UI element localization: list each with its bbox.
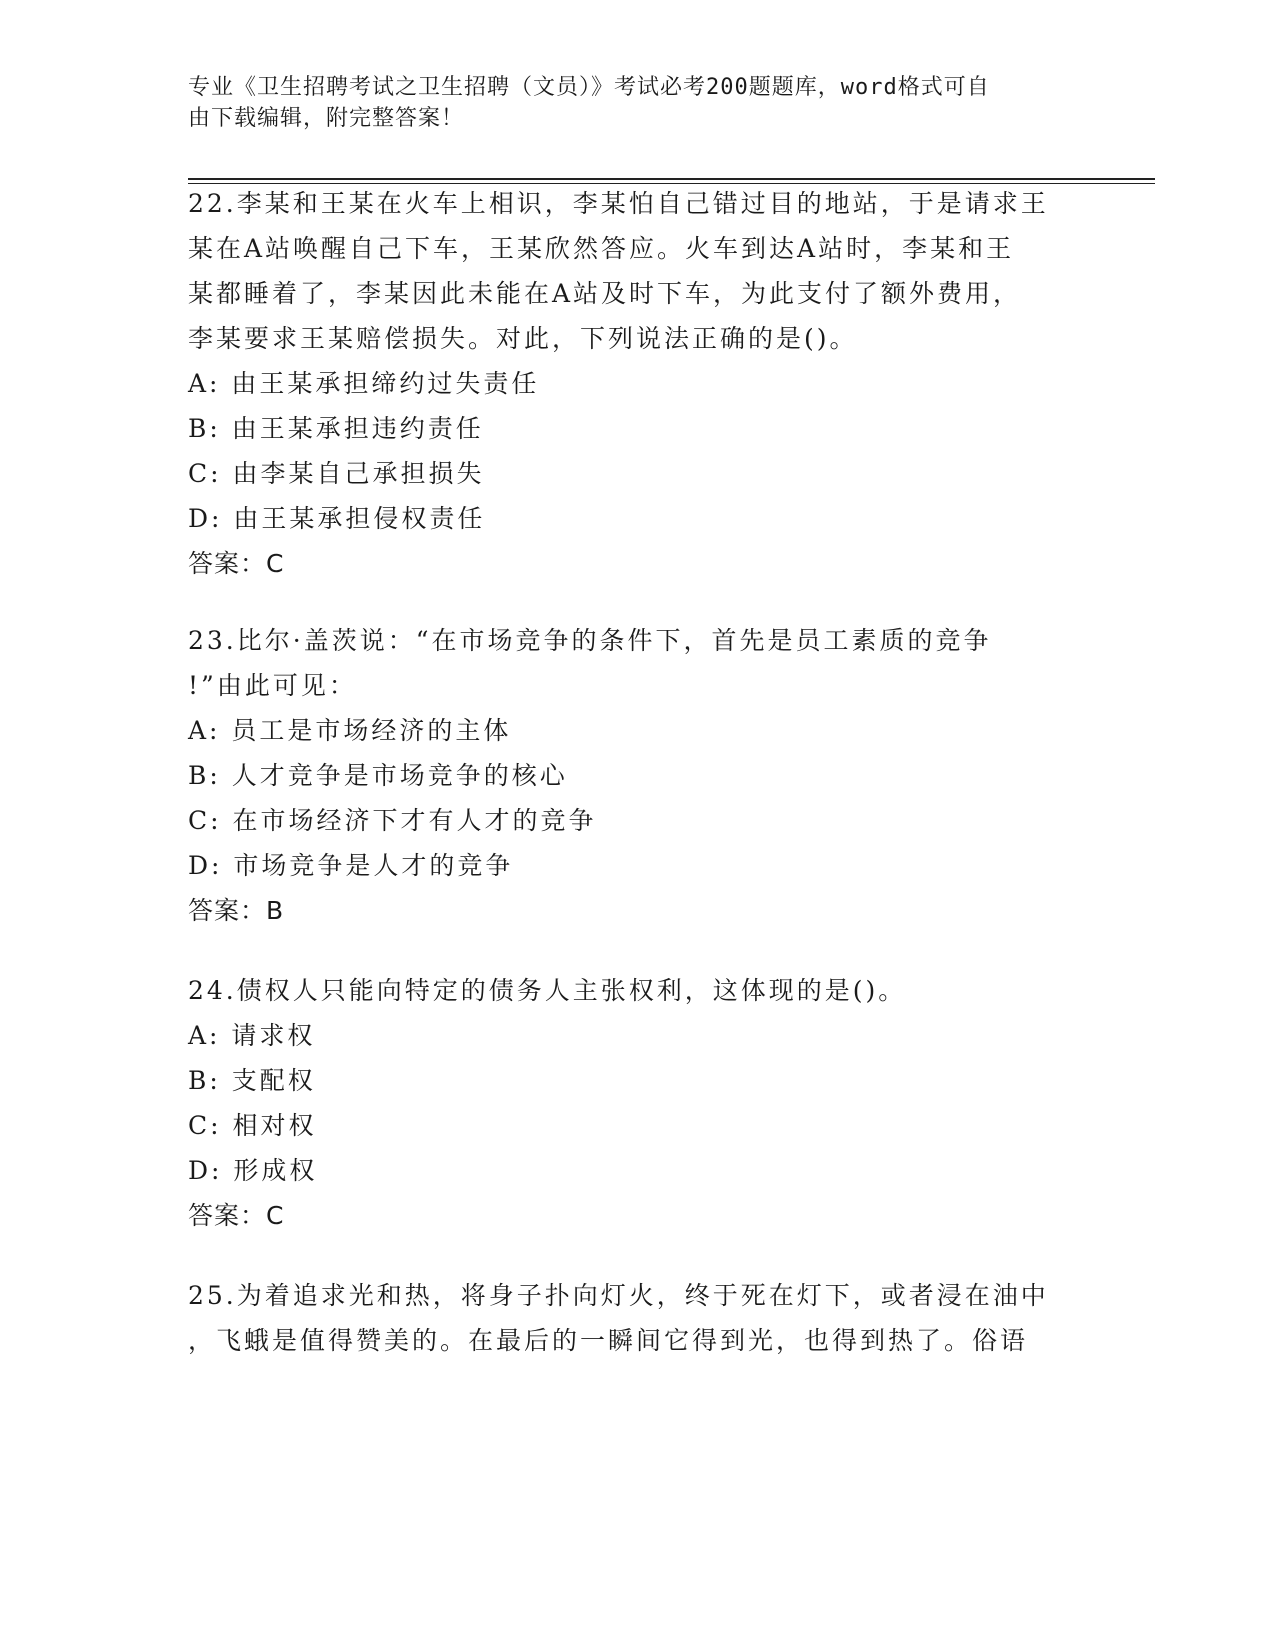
question-text-line: 某都睡着了，李某因此未能在A站及时下车，为此支付了额外费用， xyxy=(188,279,1022,308)
answer-label: 答案：C xyxy=(188,549,285,578)
option-c: C: 在市场经济下才有人才的竞争 xyxy=(188,806,597,835)
option-a: A: 请求权 xyxy=(188,1021,316,1050)
option-d: D: 形成权 xyxy=(188,1156,318,1185)
question-text-line: 李某要求王某赔偿损失。对此，下列说法正确的是()。 xyxy=(188,324,858,353)
option-d: D: 市场竞争是人才的竞争 xyxy=(188,851,514,880)
question-text-line: ，飞蛾是值得赞美的。在最后的一瞬间它得到光，也得到热了。俗语 xyxy=(188,1326,1029,1355)
question-text-line: !”由此可见： xyxy=(188,671,357,700)
question-22 xyxy=(188,181,1088,586)
question-text-line: 22.李某和王某在火车上相识，李某怕自己错过目的地站，于是请求王 xyxy=(188,189,1049,218)
header-line-2: 由下载编辑，附完整答案！ xyxy=(188,106,465,131)
header-line-1: 专业《卫生招聘考试之卫生招聘（文员）》考试必考200题题库，word格式可自 xyxy=(188,75,990,100)
question-text-line: 24.债权人只能向特定的债务人主张权利，这体现的是()。 xyxy=(188,976,907,1005)
answer-label: 答案：C xyxy=(188,1201,285,1230)
option-c: C: 相对权 xyxy=(188,1111,317,1140)
question-25 xyxy=(188,1273,1088,1363)
option-a: A: 员工是市场经济的主体 xyxy=(188,716,512,745)
option-d: D: 由王某承担侵权责任 xyxy=(188,504,486,533)
option-b: B: 人才竞争是市场竞争的核心 xyxy=(188,761,568,790)
option-c: C: 由李某自己承担损失 xyxy=(188,459,485,488)
question-text-line: 23.比尔·盖茨说：“在市场竞争的条件下，首先是员工素质的竞争 xyxy=(188,626,992,655)
question-24 xyxy=(188,968,1088,1238)
question-23 xyxy=(188,618,1088,933)
document-header xyxy=(188,72,1088,134)
option-b: B: 支配权 xyxy=(188,1066,316,1095)
question-text-line: 25.为着追求光和热，将身子扑向灯火，终于死在灯下，或者浸在油中 xyxy=(188,1281,1049,1310)
option-b: B: 由王某承担违约责任 xyxy=(188,414,484,443)
option-a: A: 由王某承担缔约过失责任 xyxy=(188,369,540,398)
answer-label: 答案：B xyxy=(188,896,285,925)
question-text-line: 某在A站唤醒自己下车，王某欣然答应。火车到达A站时，李某和王 xyxy=(188,234,1015,263)
header-divider-thick xyxy=(188,178,1155,180)
